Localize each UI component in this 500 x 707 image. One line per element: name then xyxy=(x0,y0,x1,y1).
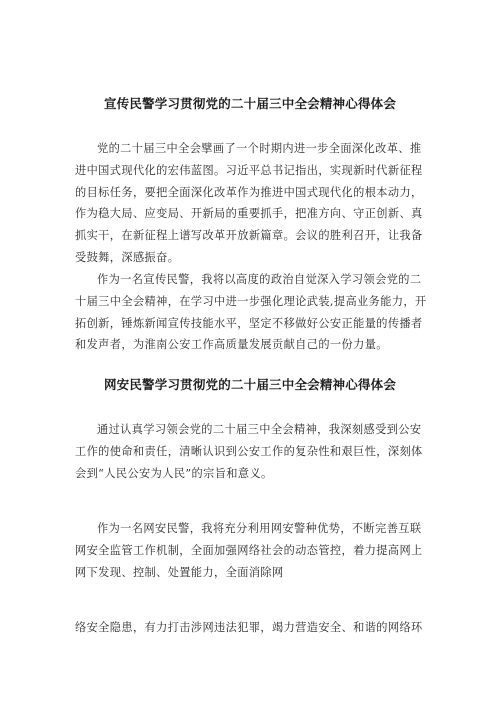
text-line: 十届三中全会精神，在学习中进一步强化理论武装,提高业务能力，开 xyxy=(75,294,427,308)
text-line: 的目标任务，要把全面深化改革作为推进中国式现代化的根本动力， xyxy=(75,185,423,199)
text-line: 党的二十届三中全会擘画了一个时期内进一步全面深化改革、推 xyxy=(97,142,422,155)
text-line: 拓创新，锤炼新闻宣传技能水平，坚定不移做好公安正能量的传播者 xyxy=(75,316,423,330)
text-line: 会到“人民公安为人民”的宗旨和意义。 xyxy=(75,466,273,480)
paragraph-propaganda-1 xyxy=(75,138,427,269)
text-line: 网安全监管工作机制，全面加强网络社会的动态管控，着力提高网上 xyxy=(75,543,423,557)
text-line: 网下发现、控制、处置能力，全面消除网 xyxy=(75,565,284,579)
paragraph-cybersecurity-2 xyxy=(75,518,427,583)
text-line: 和发声者，为淮南公安工作高质量发展贡献自己的一份力量。 xyxy=(75,338,388,352)
paragraph-propaganda-2 xyxy=(75,269,427,356)
text-line: 抓实干，在新征程上谱写改革开放新篇章。会议的胜利召开，让我备 xyxy=(75,229,423,243)
text-line: 通过认真学习领会党的二十届三中全会精神，我深刻感受到公安 xyxy=(97,423,422,436)
section-title-propaganda: 宣传民警学习贯彻党的二十届三中全会精神心得体会 xyxy=(103,96,397,111)
text-line: 进中国式现代化的宏伟蓝图。习近平总书记指出，实现新时代新征程 xyxy=(75,163,423,177)
text-line: 受鼓舞，深感振奋。 xyxy=(75,250,180,264)
text-line: 作为一名宣传民警，我将以高度的政治自觉深入学习领会党的二 xyxy=(97,273,422,286)
section-title-cybersecurity: 网安民警学习贯彻党的二十届三中全会精神心得体会 xyxy=(103,377,397,392)
text-line: 作为稳大局、应变局、开新局的重要抓手，把准方向、守正创新、真 xyxy=(75,207,423,221)
text-line: 作为一名网安民警，我将充分利用网安警种优势，不断完善互联 xyxy=(97,522,422,535)
paragraph-cybersecurity-1 xyxy=(75,419,427,484)
text-line: 工作的使命和责任，清晰认识到公安工作的复杂性和艰巨性，深刻体 xyxy=(75,444,423,458)
paragraph-cybersecurity-3 xyxy=(75,617,427,639)
text-line: 络安全隐患，有力打击涉网违法犯罪，竭力营造安全、和谐的网络环 xyxy=(75,621,423,634)
